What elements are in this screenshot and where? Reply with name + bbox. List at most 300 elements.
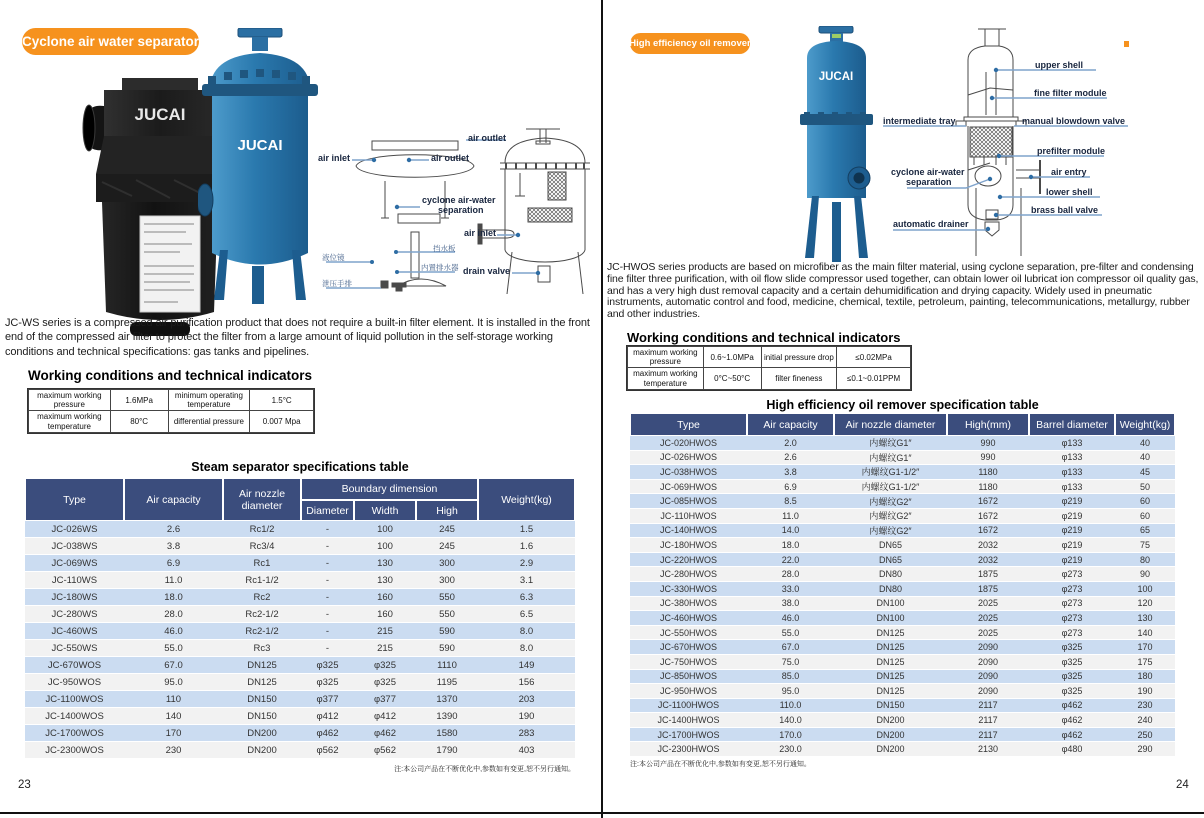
- cell-capacity: 6.9: [124, 555, 223, 572]
- working-cell: filter fineness: [761, 368, 837, 389]
- col-width: Width: [354, 500, 416, 521]
- working-cell: ≤0.02MPa: [837, 347, 911, 368]
- cell-nozzle: 内螺纹G1″: [834, 436, 947, 451]
- cell-type: JC-670WOS: [25, 657, 124, 674]
- working-row: [29, 411, 314, 432]
- cell-weight: 230: [1115, 699, 1175, 714]
- blue-vessel-photo: [198, 28, 320, 310]
- cell-high: 1580: [416, 725, 478, 742]
- cell-capacity: 140.0: [747, 713, 834, 728]
- label-air-outlet-b: air outlet: [468, 133, 507, 143]
- cell-capacity: 3.8: [747, 465, 834, 480]
- cell-nozzle: DN200: [223, 725, 301, 742]
- col-type: Type: [630, 413, 747, 436]
- cell-nozzle: 内螺纹G2″: [834, 509, 947, 524]
- right-note: 注:本公司产品在不断优化中,参数如有变更,恕不另行通知。: [630, 761, 811, 768]
- cell-type: JC-460HWOS: [630, 611, 747, 626]
- cell-capacity: 46.0: [124, 623, 223, 640]
- table-row: [630, 451, 1175, 466]
- label-prefilter-module: prefilter module: [1037, 146, 1106, 156]
- cell-capacity: 18.0: [747, 538, 834, 553]
- cell-capacity: 46.0: [747, 611, 834, 626]
- cell-nozzle: DN100: [834, 611, 947, 626]
- cell-type: JC-550WS: [25, 640, 124, 657]
- cell-weight: 190: [478, 708, 575, 725]
- working-cell: maximum working pressure: [29, 390, 111, 411]
- col-high: High(mm): [947, 413, 1029, 436]
- cell-high: 2130: [947, 742, 1029, 757]
- oil-remover-table: [630, 413, 1175, 757]
- cell-diameter: φ377: [301, 691, 354, 708]
- cell-barrel: φ133: [1029, 451, 1115, 466]
- cell-type: JC-2300WOS: [25, 742, 124, 759]
- table-row: [25, 555, 575, 572]
- cell-nozzle: DN125: [223, 657, 301, 674]
- label-manual-drain: 泄压手排: [322, 279, 352, 288]
- working-cell: 0.6~1.0MPa: [703, 347, 761, 368]
- col-capacity: Air capacity: [124, 478, 223, 521]
- cell-barrel: φ273: [1029, 611, 1115, 626]
- table-row: [25, 657, 575, 674]
- cell-high: 1875: [947, 567, 1029, 582]
- label-upper-shell: upper shell: [1035, 60, 1084, 70]
- cell-type: JC-1700HWOS: [630, 728, 747, 743]
- cell-nozzle: DN150: [223, 691, 301, 708]
- cell-high: 1875: [947, 582, 1029, 597]
- table-row: [25, 589, 575, 606]
- cell-high: 1790: [416, 742, 478, 759]
- cell-barrel: φ325: [1029, 670, 1115, 685]
- stem-tag: [832, 34, 841, 38]
- cell-weight: 60: [1115, 494, 1175, 509]
- cell-barrel: φ133: [1029, 436, 1115, 451]
- table-row: [630, 597, 1175, 612]
- cell-nozzle: DN65: [834, 553, 947, 568]
- cell-nozzle: DN65: [834, 538, 947, 553]
- cell-capacity: 22.0: [747, 553, 834, 568]
- cell-capacity: 11.0: [747, 509, 834, 524]
- cell-weight: 8.0: [478, 640, 575, 657]
- col-diameter: Diameter: [301, 500, 354, 521]
- cell-nozzle: DN200: [834, 728, 947, 743]
- cell-nozzle: Rc2: [223, 589, 301, 606]
- cell-nozzle: Rc2-1/2: [223, 606, 301, 623]
- cell-weight: 100: [1115, 582, 1175, 597]
- right-spec-title: High efficiency oil remover specification table: [766, 398, 1039, 412]
- cell-high: 245: [416, 538, 478, 555]
- left-working-title: Working conditions and technical indicators: [28, 368, 313, 383]
- cell-weight: 290: [1115, 742, 1175, 757]
- cell-weight: 156: [478, 674, 575, 691]
- cell-type: JC-020HWOS: [630, 436, 747, 451]
- label-automatic-drainer: automatic drainer: [893, 219, 969, 229]
- cell-weight: 60: [1115, 509, 1175, 524]
- cell-capacity: 2.0: [747, 436, 834, 451]
- cell-type: JC-750HWOS: [630, 655, 747, 670]
- cell-high: 590: [416, 623, 478, 640]
- left-page-number: 23: [18, 779, 31, 791]
- cell-high: 2090: [947, 640, 1029, 655]
- cell-nozzle: 内螺纹G2″: [834, 494, 947, 509]
- cell-high: 1672: [947, 524, 1029, 539]
- cell-nozzle: 内螺纹G1-1/2″: [834, 465, 947, 480]
- cell-barrel: φ219: [1029, 494, 1115, 509]
- cell-diameter: -: [301, 623, 354, 640]
- cell-type: JC-670HWOS: [630, 640, 747, 655]
- table-row: [630, 465, 1175, 480]
- cell-weight: 1.6: [478, 538, 575, 555]
- col-nozzle: Air nozzle diameter: [834, 413, 947, 436]
- cell-nozzle: DN150: [223, 708, 301, 725]
- table-row: [25, 742, 575, 759]
- cell-nozzle: DN100: [834, 597, 947, 612]
- cell-weight: 403: [478, 742, 575, 759]
- cell-high: 990: [947, 436, 1029, 451]
- cell-capacity: 55.0: [747, 626, 834, 641]
- cell-type: JC-460WS: [25, 623, 124, 640]
- cell-nozzle: DN150: [834, 699, 947, 714]
- cell-barrel: φ273: [1029, 597, 1115, 612]
- cell-width: φ325: [354, 657, 416, 674]
- label-lower-shell: lower shell: [1046, 187, 1093, 197]
- label-air-entry: air entry: [1051, 167, 1087, 177]
- col-high: High: [416, 500, 478, 521]
- cell-type: JC-850HWOS: [630, 670, 747, 685]
- cell-high: 300: [416, 555, 478, 572]
- table-row: [25, 538, 575, 555]
- left-note: 注:本公司产品在不断优化中,参数如有变更,恕不另行通知。: [394, 766, 575, 773]
- label-manual-blowdown-valve: manual blowdown valve: [1022, 116, 1126, 126]
- cell-type: JC-1100HWOS: [630, 699, 747, 714]
- cell-capacity: 2.6: [747, 451, 834, 466]
- label-cyclone-1: cyclone air-water: [422, 195, 496, 205]
- label-cyclone-1-right: cyclone air-water: [891, 167, 965, 177]
- table-row: [25, 606, 575, 623]
- label-drain-valve: drain valve: [463, 266, 511, 276]
- cell-width: 160: [354, 589, 416, 606]
- cell-high: 2090: [947, 684, 1029, 699]
- cell-capacity: 3.8: [124, 538, 223, 555]
- cell-nozzle: Rc1-1/2: [223, 572, 301, 589]
- cell-nozzle: DN80: [834, 567, 947, 582]
- cell-barrel: φ462: [1029, 728, 1115, 743]
- cell-diameter: -: [301, 521, 354, 538]
- cell-weight: 250: [1115, 728, 1175, 743]
- cell-type: JC-069HWOS: [630, 480, 747, 495]
- cell-type: JC-026HWOS: [630, 451, 747, 466]
- col-boundary: Boundary dimension: [301, 478, 478, 500]
- working-cell: 0.007 Mpa: [250, 411, 314, 432]
- cell-type: JC-026WS: [25, 521, 124, 538]
- brand-text: JUCAI: [818, 71, 854, 83]
- cell-weight: 80: [1115, 553, 1175, 568]
- cell-high: 990: [947, 451, 1029, 466]
- cell-type: JC-140HWOS: [630, 524, 747, 539]
- cell-weight: 130: [1115, 611, 1175, 626]
- cell-nozzle: 内螺纹G2″: [834, 524, 947, 539]
- cell-weight: 1.5: [478, 521, 575, 538]
- cell-high: 2090: [947, 670, 1029, 685]
- cell-capacity: 85.0: [747, 670, 834, 685]
- cell-capacity: 14.0: [747, 524, 834, 539]
- cell-capacity: 230: [124, 742, 223, 759]
- cell-capacity: 170: [124, 725, 223, 742]
- cell-capacity: 8.5: [747, 494, 834, 509]
- cell-capacity: 110: [124, 691, 223, 708]
- cell-type: JC-110WS: [25, 572, 124, 589]
- table-row: [630, 655, 1175, 670]
- cell-nozzle: Rc3: [223, 640, 301, 657]
- working-cell: maximum working temperature: [29, 411, 111, 432]
- cell-weight: 90: [1115, 567, 1175, 582]
- cell-diameter: φ412: [301, 708, 354, 725]
- label-cyclone-2: separation: [438, 205, 484, 215]
- cell-nozzle: 内螺纹G1″: [834, 451, 947, 466]
- table-row: [630, 626, 1175, 641]
- label-fine-filter-module: fine filter module: [1034, 88, 1107, 98]
- col-weight: Weight(kg): [478, 478, 575, 521]
- cell-barrel: φ325: [1029, 655, 1115, 670]
- left-working-table: [28, 389, 314, 433]
- cell-high: 1180: [947, 465, 1029, 480]
- cell-nozzle: DN200: [834, 742, 947, 757]
- cell-nozzle: DN125: [834, 684, 947, 699]
- cell-weight: 45: [1115, 465, 1175, 480]
- cell-weight: 50: [1115, 480, 1175, 495]
- right-working-table: [627, 346, 911, 390]
- cell-type: JC-038WS: [25, 538, 124, 555]
- cell-capacity: 140: [124, 708, 223, 725]
- working-cell: differential pressure: [168, 411, 250, 432]
- table-row: [630, 640, 1175, 655]
- cell-width: 130: [354, 572, 416, 589]
- cell-weight: 40: [1115, 451, 1175, 466]
- cell-type: JC-2300HWOS: [630, 742, 747, 757]
- cell-width: φ562: [354, 742, 416, 759]
- cell-nozzle: DN125: [834, 626, 947, 641]
- table-row: [630, 567, 1175, 582]
- cell-weight: 140: [1115, 626, 1175, 641]
- cell-capacity: 11.0: [124, 572, 223, 589]
- cell-weight: 190: [1115, 684, 1175, 699]
- cell-diameter: -: [301, 640, 354, 657]
- cell-high: 2025: [947, 626, 1029, 641]
- cell-capacity: 230.0: [747, 742, 834, 757]
- cell-type: JC-1100WOS: [25, 691, 124, 708]
- cell-capacity: 2.6: [124, 521, 223, 538]
- cell-nozzle: Rc1: [223, 555, 301, 572]
- cell-capacity: 55.0: [124, 640, 223, 657]
- cell-type: JC-038HWOS: [630, 465, 747, 480]
- cell-nozzle: DN125: [834, 655, 947, 670]
- cell-high: 1180: [947, 480, 1029, 495]
- cell-capacity: 6.9: [747, 480, 834, 495]
- cell-high: 1195: [416, 674, 478, 691]
- vessel-body: [212, 96, 308, 265]
- cell-capacity: 67.0: [124, 657, 223, 674]
- cell-diameter: -: [301, 589, 354, 606]
- cell-high: 2025: [947, 597, 1029, 612]
- label-intermediate-tray: intermediate tray: [883, 116, 956, 126]
- spec-sticker: [140, 216, 200, 312]
- cell-diameter: φ462: [301, 725, 354, 742]
- brand-text: JUCAI: [134, 105, 186, 124]
- cell-weight: 170: [1115, 640, 1175, 655]
- cell-type: JC-550HWOS: [630, 626, 747, 641]
- table-row: [25, 572, 575, 589]
- cell-high: 1370: [416, 691, 478, 708]
- cell-type: JC-950HWOS: [630, 684, 747, 699]
- cell-type: JC-280WS: [25, 606, 124, 623]
- label-air-inlet-b: air inlet: [464, 228, 497, 238]
- cell-high: 245: [416, 521, 478, 538]
- right-description: JC-HWOS series products are based on microfiber as the main filter material, using cyclone separation, pre-filter and condensing fine filter three purification, with oil flow slide compressor used together, can obtain lower oil lubricat ion compressor oil quality gas, and has a very high dust removal capacity and a certain dehumidification and drying capacity. Widely used in pneumatic instruments, automatic control and food, medicine, chemical, textile, petroleum, painting, telecommunications, metallurgy, rubber and other industries.: [607, 261, 1199, 321]
- cell-high: 1110: [416, 657, 478, 674]
- working-cell: ≤0.1~0.01PPM: [837, 368, 911, 389]
- cell-high: 2032: [947, 538, 1029, 553]
- brand-text: JUCAI: [237, 137, 283, 154]
- cell-barrel: φ480: [1029, 742, 1115, 757]
- cell-width: φ325: [354, 674, 416, 691]
- cell-barrel: φ462: [1029, 713, 1115, 728]
- cell-weight: 240: [1115, 713, 1175, 728]
- page-divider: [601, 0, 603, 818]
- cell-weight: 175: [1115, 655, 1175, 670]
- label-water-baffle: 挡水板: [433, 244, 456, 253]
- cell-weight: 40: [1115, 436, 1175, 451]
- bottom-rule: [0, 812, 1204, 814]
- cell-diameter: φ562: [301, 742, 354, 759]
- cell-width: 130: [354, 555, 416, 572]
- table-row: [630, 713, 1175, 728]
- table-row: [25, 623, 575, 640]
- cell-weight: 3.1: [478, 572, 575, 589]
- col-nozzle: Air nozzle diameter: [223, 478, 301, 521]
- cell-weight: 6.5: [478, 606, 575, 623]
- cell-type: JC-085HWOS: [630, 494, 747, 509]
- cell-diameter: -: [301, 606, 354, 623]
- table-row: [630, 699, 1175, 714]
- table-row: [630, 480, 1175, 495]
- cell-capacity: 38.0: [747, 597, 834, 612]
- cell-nozzle: Rc1/2: [223, 521, 301, 538]
- cell-capacity: 110.0: [747, 699, 834, 714]
- right-page-badge: High efficiency oil remover: [630, 33, 750, 54]
- table-row: [630, 670, 1175, 685]
- working-row: [628, 368, 911, 389]
- table-row: [25, 521, 575, 538]
- working-cell: minimum operating temperature: [168, 390, 250, 411]
- cell-capacity: 28.0: [747, 567, 834, 582]
- cell-nozzle: DN125: [223, 674, 301, 691]
- cell-capacity: 18.0: [124, 589, 223, 606]
- left-page-badge: Cyclone air water separator: [22, 28, 199, 55]
- cell-type: JC-1400WOS: [25, 708, 124, 725]
- working-cell: initial pressure drop: [761, 347, 837, 368]
- cell-width: φ462: [354, 725, 416, 742]
- cell-width: φ412: [354, 708, 416, 725]
- col-weight: Weight(kg): [1115, 413, 1175, 436]
- cell-diameter: φ325: [301, 674, 354, 691]
- cell-width: 160: [354, 606, 416, 623]
- cell-weight: 75: [1115, 538, 1175, 553]
- cell-barrel: φ133: [1029, 480, 1115, 495]
- cell-capacity: 95.0: [124, 674, 223, 691]
- cell-barrel: φ219: [1029, 553, 1115, 568]
- cell-barrel: φ219: [1029, 538, 1115, 553]
- cell-weight: 6.3: [478, 589, 575, 606]
- vessel-side-port: [198, 184, 213, 216]
- working-cell: 0°C~50°C: [703, 368, 761, 389]
- cell-high: 300: [416, 572, 478, 589]
- cell-nozzle: Rc3/4: [223, 538, 301, 555]
- cell-nozzle: DN200: [223, 742, 301, 759]
- cell-high: 2090: [947, 655, 1029, 670]
- table-row: [630, 494, 1175, 509]
- table-row: [630, 684, 1175, 699]
- cell-width: 100: [354, 538, 416, 555]
- label-built-in-drainer: 内置排水器: [421, 263, 459, 272]
- cell-weight: 65: [1115, 524, 1175, 539]
- label-cyclone-2-right: separation: [906, 177, 952, 187]
- cell-high: 2032: [947, 553, 1029, 568]
- table-row: [630, 509, 1175, 524]
- cell-high: 1672: [947, 494, 1029, 509]
- working-cell: 1.5°C: [250, 390, 314, 411]
- cell-nozzle: Rc2-1/2: [223, 623, 301, 640]
- table-row: [25, 708, 575, 725]
- cell-barrel: φ219: [1029, 509, 1115, 524]
- cell-high: 2117: [947, 728, 1029, 743]
- label-air-inlet-a: air inlet: [318, 153, 351, 163]
- cell-type: JC-280HWOS: [630, 567, 747, 582]
- cell-barrel: φ325: [1029, 684, 1115, 699]
- cell-weight: 283: [478, 725, 575, 742]
- left-spec-title: Steam separator specifications table: [191, 460, 409, 474]
- right-page-number: 24: [1176, 779, 1189, 791]
- cell-barrel: φ462: [1029, 699, 1115, 714]
- steam-separator-table: [25, 478, 575, 759]
- label-level-gauge: 液位镜: [322, 253, 345, 262]
- cell-diameter: φ325: [301, 657, 354, 674]
- cell-high: 590: [416, 640, 478, 657]
- table-row: [25, 691, 575, 708]
- cell-diameter: -: [301, 572, 354, 589]
- cell-barrel: φ325: [1029, 640, 1115, 655]
- cell-type: JC-380HWOS: [630, 597, 747, 612]
- cell-width: 215: [354, 640, 416, 657]
- cell-capacity: 75.0: [747, 655, 834, 670]
- cell-type: JC-110HWOS: [630, 509, 747, 524]
- cell-type: JC-220HWOS: [630, 553, 747, 568]
- label-brass-ball-valve: brass ball valve: [1031, 205, 1099, 215]
- table-row: [25, 674, 575, 691]
- cell-nozzle: 内螺纹G1-1/2″: [834, 480, 947, 495]
- orange-dot: [1124, 41, 1129, 47]
- cell-high: 2117: [947, 699, 1029, 714]
- cell-weight: 180: [1115, 670, 1175, 685]
- cell-type: JC-1400HWOS: [630, 713, 747, 728]
- cell-weight: 8.0: [478, 623, 575, 640]
- table-row: [630, 553, 1175, 568]
- cell-barrel: φ273: [1029, 582, 1115, 597]
- cell-weight: 2.9: [478, 555, 575, 572]
- cell-nozzle: DN80: [834, 582, 947, 597]
- label-air-outlet-a: air outlet: [431, 153, 470, 163]
- cell-type: JC-180HWOS: [630, 538, 747, 553]
- table-row: [630, 436, 1175, 451]
- cell-type: JC-180WS: [25, 589, 124, 606]
